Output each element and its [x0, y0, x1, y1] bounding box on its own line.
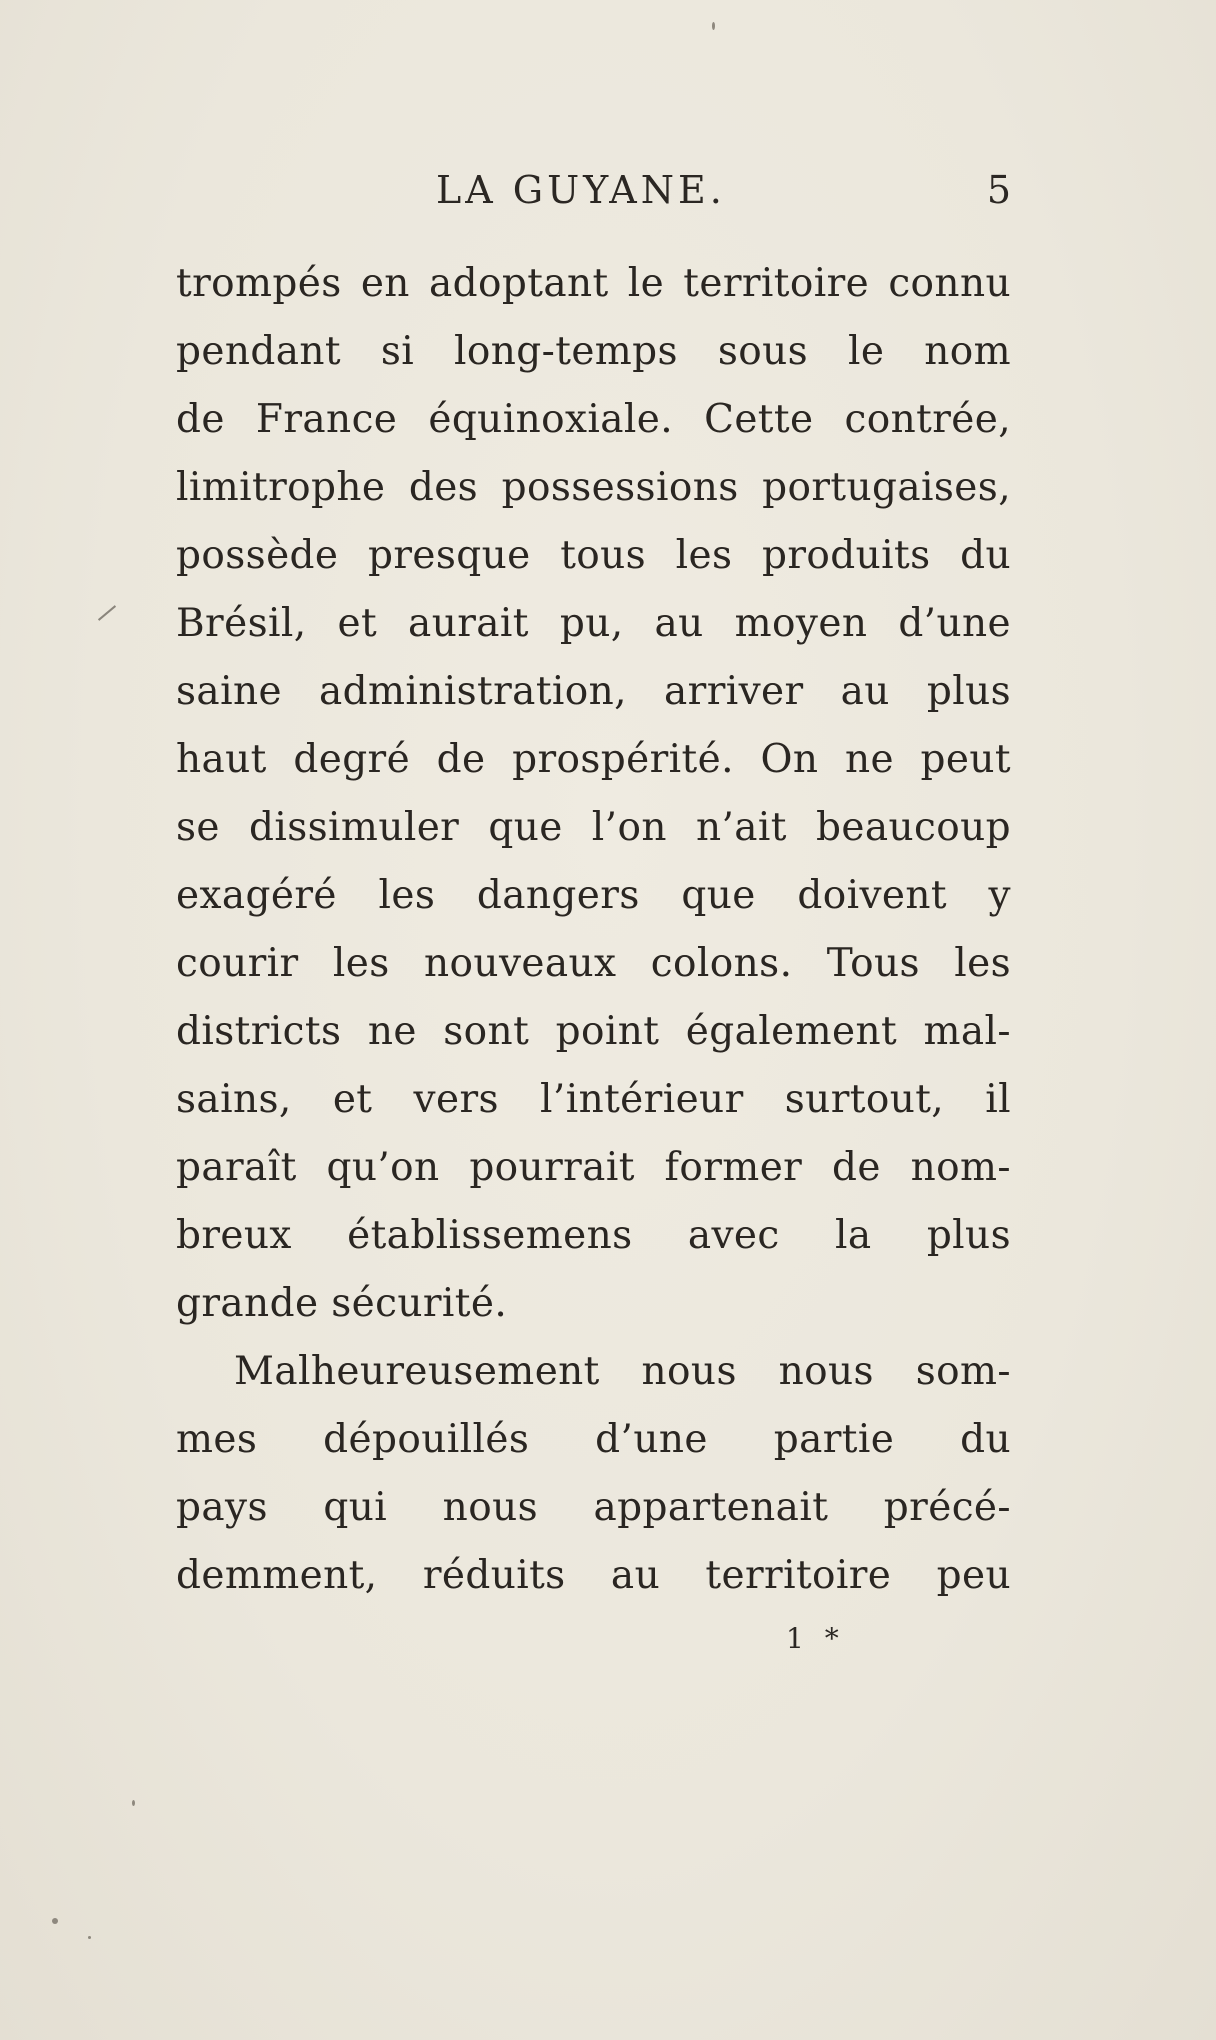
text-line: se dissimuler que l’on n’ait beaucoup: [176, 805, 1011, 850]
text-line: districts ne sont point également mal-: [176, 1009, 1011, 1054]
paper-speck: [52, 1918, 58, 1924]
paper-speck: [712, 22, 715, 30]
margin-pencil-mark: [98, 605, 116, 621]
text-line: saine administration, arriver au plus: [176, 669, 1011, 714]
text-line: breux établissemens avec la plus: [176, 1213, 1011, 1258]
text-line: courir les nouveaux colons. Tous les: [176, 941, 1011, 986]
paragraph-start-line: Malheureusement nous nous som-: [234, 1349, 1011, 1394]
text-line: haut degré de prospérité. On ne peut: [176, 737, 1011, 782]
text-line: sains, et vers l’intérieur surtout, il: [176, 1077, 1011, 1122]
paper-speck: [88, 1936, 91, 1939]
page-header: [176, 168, 1011, 228]
text-line: de France équinoxiale. Cette contrée,: [176, 397, 1011, 442]
text-line: demment, réduits au territoire peu: [176, 1553, 1011, 1598]
body-text: [176, 250, 1011, 1610]
text-line: limitrophe des possessions portugaises,: [176, 465, 1011, 510]
text-line: paraît qu’on pourrait former de nom-: [176, 1145, 1011, 1190]
text-line: Brésil, et aurait pu, au moyen d’une: [176, 601, 1011, 646]
signature-mark: 1 *: [786, 1622, 845, 1655]
text-line: possède presque tous les produits du: [176, 533, 1011, 578]
text-line: trompés en adoptant le territoire connu: [176, 261, 1011, 306]
running-title: LA GUYANE.: [436, 168, 726, 212]
paper-speck: [132, 1800, 135, 1806]
text-line: mes dépouillés d’une partie du: [176, 1417, 1011, 1462]
text-line: pendant si long-temps sous le nom: [176, 329, 1011, 374]
text-line: grande sécurité.: [176, 1281, 508, 1326]
text-line: exagéré les dangers que doivent y: [176, 873, 1011, 918]
page-number: 5: [986, 168, 1011, 212]
text-line: pays qui nous appartenait précé-: [176, 1485, 1011, 1530]
